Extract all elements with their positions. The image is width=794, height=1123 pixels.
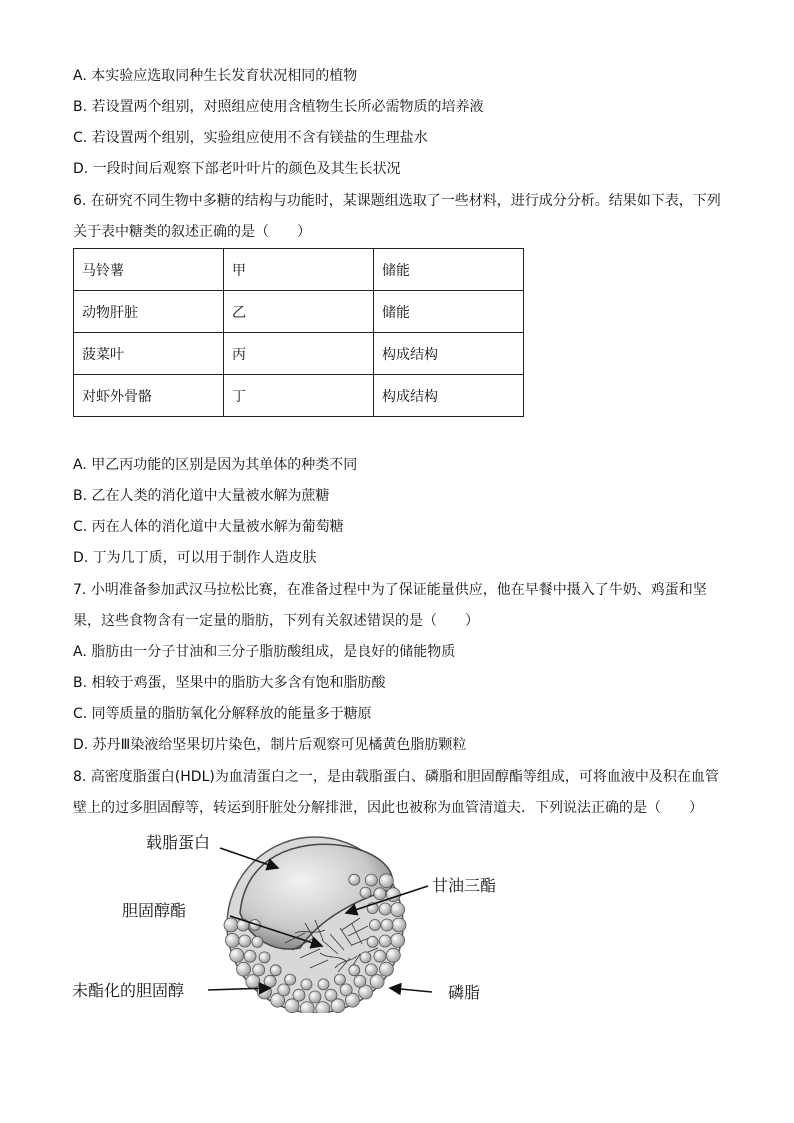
q5-option-c: C. 若设置两个组别，实验组应使用不含有镁盐的生理盐水 bbox=[73, 130, 428, 146]
phospholipid-head bbox=[270, 965, 281, 976]
phospholipid-head bbox=[224, 918, 238, 932]
q7-stem-line1: 7. 小明准备参加武汉马拉松比赛，在准备过程中为了保证能量供应，他在早餐中摄入了牛奶、鸡蛋和坚 bbox=[73, 582, 707, 598]
phospholipid-arrow bbox=[390, 988, 432, 992]
q5-option-d: D. 一段时间后观察下部老叶叶片的颜色及其生长状况 bbox=[73, 161, 401, 177]
phospholipid-head bbox=[386, 948, 400, 962]
phospholipid-head bbox=[381, 919, 393, 931]
table-cell: 构成结构 bbox=[374, 333, 524, 375]
phospholipid-head bbox=[325, 989, 337, 1001]
phospholipid-head bbox=[379, 903, 391, 915]
phospholipid-head bbox=[374, 950, 386, 962]
q5-option-a: A. 本实验应选取同种生长发育状况相同的植物 bbox=[73, 68, 358, 84]
phospholipid-head bbox=[259, 952, 270, 963]
table-cell: 对虾外骨骼 bbox=[74, 375, 224, 417]
phospholipid-head bbox=[360, 887, 371, 898]
q7-option-b: B. 相较于鸡蛋，坚果中的脂肪大多含有饱和脂肪酸 bbox=[73, 675, 386, 691]
label-cholesteryl-ester: 胆固醇酯 bbox=[122, 901, 187, 920]
table-cell: 菠菜叶 bbox=[74, 333, 224, 375]
q8-stem-line1: 8. 高密度脂蛋白(HDL)为血清蛋白之一，是由载脂蛋白、磷脂和胆固醇酯等组成，可将血液中及积在血管 bbox=[73, 769, 719, 785]
q5-option-b: B. 若设置两个组别，对照组应使用含植物生长所必需物质的培养液 bbox=[73, 99, 484, 115]
table-cell: 储能 bbox=[374, 291, 524, 333]
hdl-diagram bbox=[60, 828, 520, 1013]
phospholipid-head bbox=[349, 965, 360, 976]
table-cell: 动物肝脏 bbox=[74, 291, 224, 333]
phospholipid-head bbox=[309, 991, 321, 1003]
table-row bbox=[74, 291, 524, 333]
table-row bbox=[74, 249, 524, 291]
phospholipid-head bbox=[349, 874, 360, 885]
phospholipid-head bbox=[365, 964, 377, 976]
phospholipid-head bbox=[391, 903, 405, 917]
table-cell: 构成结构 bbox=[374, 375, 524, 417]
phospholipid-head bbox=[239, 935, 251, 947]
table-cell: 丙 bbox=[224, 333, 374, 375]
table-cell: 丁 bbox=[224, 375, 374, 417]
phospholipid-head bbox=[244, 950, 256, 962]
phospholipid-head bbox=[318, 979, 329, 990]
table-cell: 乙 bbox=[224, 291, 374, 333]
phospholipid-head bbox=[379, 962, 393, 976]
phospholipid-head bbox=[392, 918, 406, 932]
phospholipid-head bbox=[301, 979, 312, 990]
phospholipid-head bbox=[316, 1002, 330, 1013]
hdl-figure bbox=[60, 828, 520, 1013]
phospholipid-head bbox=[365, 874, 377, 886]
phospholipid-head bbox=[293, 989, 305, 1001]
label-phospholipid: 磷脂 bbox=[448, 983, 481, 1002]
table-row bbox=[74, 375, 524, 417]
phospholipid-head bbox=[379, 874, 393, 888]
phospholipid-head bbox=[379, 935, 391, 947]
table-row bbox=[74, 333, 524, 375]
q6-option-c: C. 丙在人体的消化道中大量被水解为葡萄糖 bbox=[73, 519, 344, 535]
phospholipid-head bbox=[391, 933, 405, 947]
label-free-cholesterol: 未酯化的胆固醇 bbox=[72, 981, 185, 1000]
phospholipid-head bbox=[253, 964, 265, 976]
q6-option-b: B. 乙在人类的消化道中大量被水解为蔗糖 bbox=[73, 488, 330, 504]
q7-stem-line2: 果，这些食物含有一定量的脂肪，下列有关叙述错误的是（ ） bbox=[73, 613, 479, 629]
phospholipid-head bbox=[278, 984, 290, 996]
phospholipid-head bbox=[340, 984, 352, 996]
table-cell: 甲 bbox=[224, 249, 374, 291]
phospholipid-head bbox=[374, 888, 386, 900]
phospholipid-head bbox=[367, 936, 378, 947]
phospholipid-head bbox=[354, 975, 366, 987]
phospholipid-head bbox=[225, 933, 239, 947]
label-apoprotein: 载脂蛋白 bbox=[146, 833, 211, 852]
phospholipid-head bbox=[360, 952, 371, 963]
q7-option-c: C. 同等质量的脂肪氧化分解释放的能量多于糖原 bbox=[73, 706, 372, 722]
q6-table bbox=[73, 248, 524, 417]
table-cell: 马铃薯 bbox=[74, 249, 224, 291]
q6-stem-line2: 关于表中糖类的叙述正确的是（ ） bbox=[73, 224, 311, 240]
phospholipid-head bbox=[252, 936, 263, 947]
q6-option-d: D. 丁为几丁质，可以用于制作人造皮肤 bbox=[73, 550, 317, 566]
q8-stem-line2: 壁上的过多胆固醇等，转运到肝脏处分解排泄，因此也被称为血管清道夫．下列说法正确的是（ ） bbox=[73, 800, 703, 816]
phospholipid-head bbox=[230, 948, 244, 962]
q7-option-d: D. 苏丹Ⅲ染液给坚果切片染色，制片后观察可见橘黄色脂肪颗粒 bbox=[73, 737, 467, 753]
phospholipid-head bbox=[237, 962, 251, 976]
label-triglyceride: 甘油三酯 bbox=[432, 876, 497, 895]
q6-stem-line1: 6. 在研究不同生物中多糖的结构与功能时，某课题组选取了一些材料，进行成分分析。结果如下表，下列 bbox=[73, 193, 721, 209]
phospholipid-head bbox=[370, 975, 384, 989]
phospholipid-head bbox=[334, 974, 345, 985]
q6-option-a: A. 甲乙丙功能的区别是因为其单体的种类不同 bbox=[73, 457, 358, 473]
phospholipid-head bbox=[300, 1002, 314, 1013]
q7-option-a: A. 脂肪由一分子甘油和三分子脂肪酸组成，是良好的储能物质 bbox=[73, 644, 456, 660]
table-cell: 储能 bbox=[374, 249, 524, 291]
phospholipid-head bbox=[370, 920, 381, 931]
phospholipid-head bbox=[285, 974, 296, 985]
phospholipid-head bbox=[246, 975, 260, 989]
phospholipid-head bbox=[264, 975, 276, 987]
